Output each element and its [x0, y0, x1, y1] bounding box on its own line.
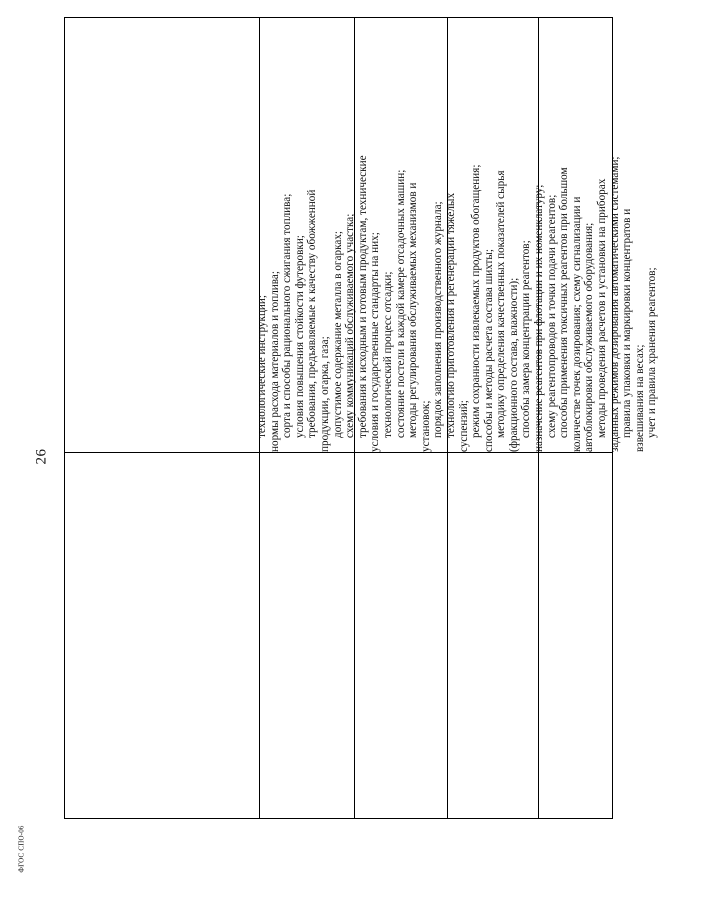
text-line: (фракционного состава, влажности); [507, 277, 520, 452]
document-code: ФГОС СПО-06 [17, 825, 26, 873]
text-line: порядок заполнения производственного журнала; [432, 201, 445, 438]
text-line: количестве точек дозирования; схему сигнализации и [570, 196, 583, 452]
competency-knowledge-list [256, 82, 706, 452]
text-line: технологические инструкции; [256, 294, 268, 438]
text-line: условия и государственные стандарты на них; [369, 232, 382, 452]
table-row-divider [64, 452, 613, 453]
text-line: условия повышения стойкости футеровки; [293, 235, 306, 438]
text-line: назначение реагентов при флотации и их номенклатуру; [533, 184, 546, 452]
text-line: методы проведения расчетов и установки на приборах [596, 178, 609, 438]
text-line: заданных режимов дозирования автоматическими системами; [608, 156, 621, 452]
text-line: требования к исходным и готовым продуктам, технические [356, 155, 369, 438]
text-line: нормы расхода материалов и топлива; [268, 271, 281, 452]
text-line: режим сохранности извлекаемых продуктов обогащения; [470, 164, 483, 438]
text-line: способы применения токсичных реагентов при большом [558, 167, 571, 438]
text-line: правила упаковки и маркировки концентратов и [621, 208, 634, 438]
text-line: способы замера концентрации реагентов; [520, 240, 533, 438]
text-line: допустимое содержание металла в огарках; [331, 230, 344, 438]
text-line: взвешивания на весах; [633, 344, 646, 452]
text-line: способы и методы расчета состава шихты; [482, 248, 495, 452]
text-line: методику определения качественных показателей сырья [495, 170, 508, 438]
page-number: 26 [33, 448, 50, 465]
text-line: требования, предъявляемые к качеству обожженной [306, 189, 319, 438]
text-line: суспензий; [457, 400, 470, 452]
text-line: схему реагентопроводов и точки подачи реагентов; [545, 194, 558, 438]
text-line: установок; [419, 400, 432, 452]
text-line: сорта и способы рационального сжигания топлива; [281, 193, 294, 438]
text-line: продукции, огарка, газа; [318, 336, 331, 452]
text-line: технологию приготовления и регенерации тяжелых [444, 192, 457, 438]
text-line: учет и правила хранения реагентов; [646, 267, 659, 438]
text-line: технологический процесс отсадки; [381, 271, 394, 438]
text-line: состояние постели в каждой камере отсадочных машин; [394, 169, 407, 438]
text-line: схему коммуникаций обслуживаемого участка; [344, 213, 357, 438]
text-line: методы регулирования обслуживаемых механизмов и [407, 182, 420, 438]
text-line: автоблокировки обслуживаемого оборудования; [583, 222, 596, 452]
